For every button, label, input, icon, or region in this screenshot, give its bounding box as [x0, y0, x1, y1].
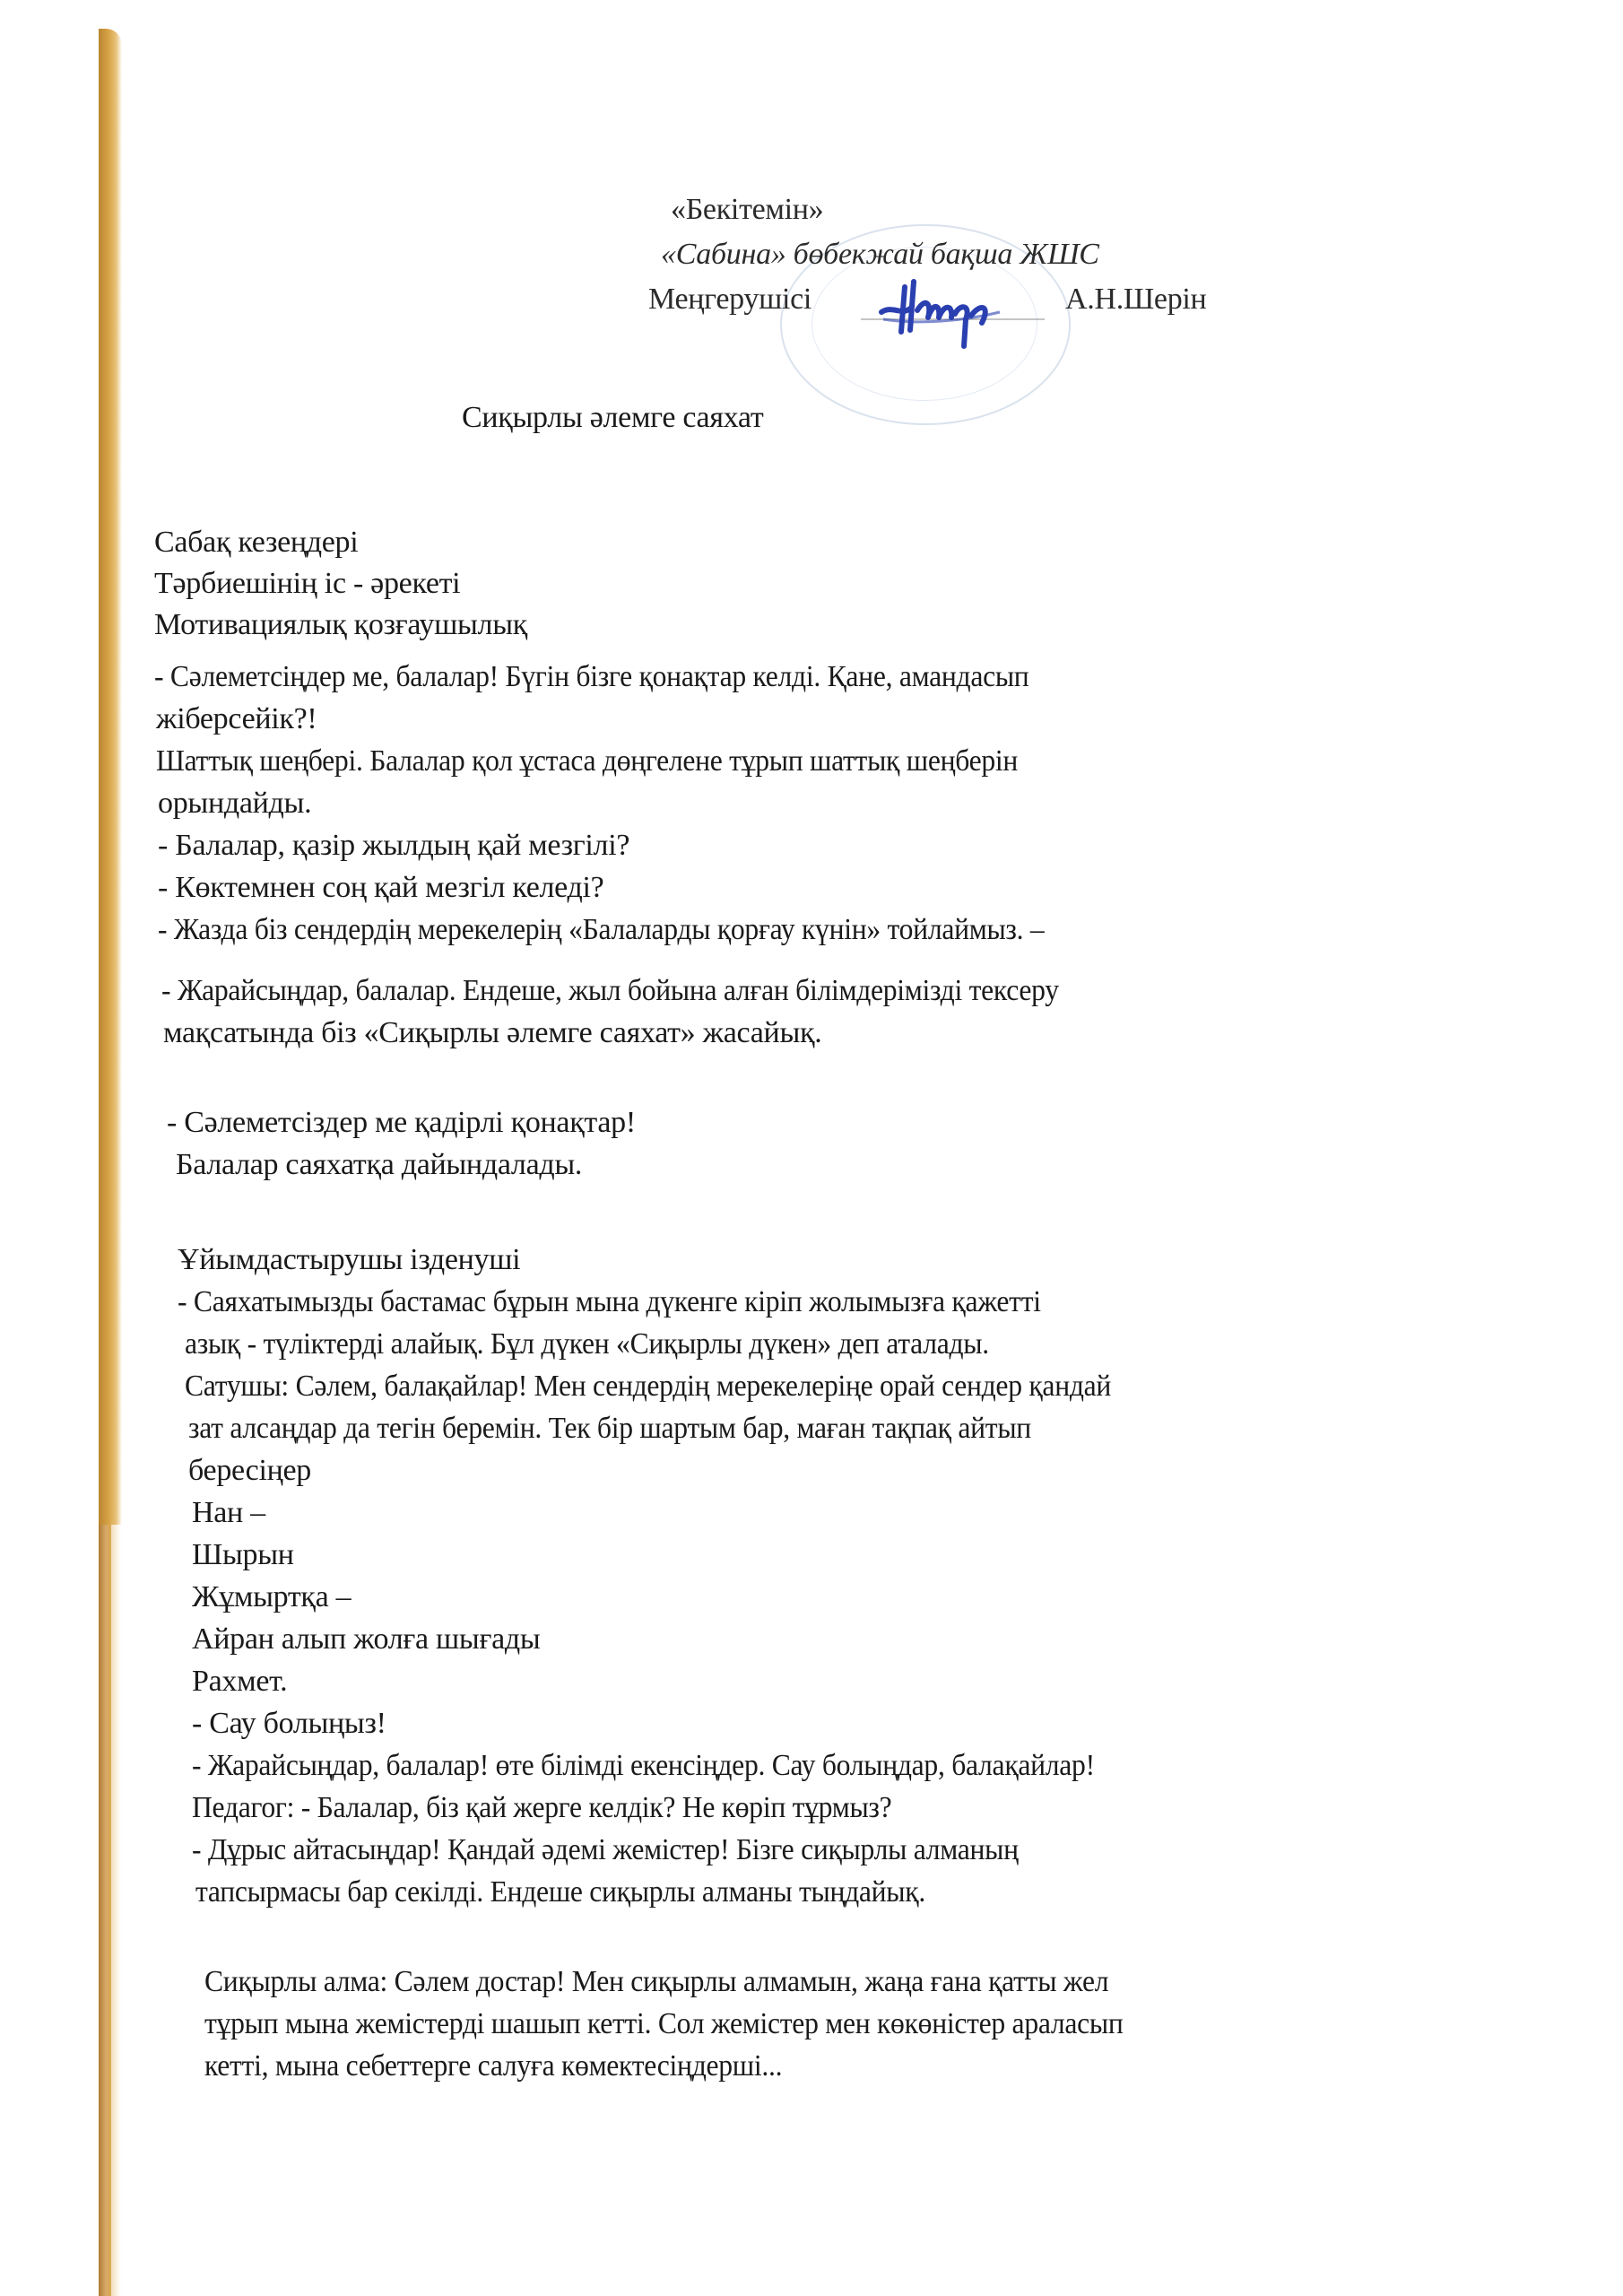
body-line: зат алсаңдар да тегін беремін. Тек бір шартым бар, маған тақпақ айтып [188, 1412, 1031, 1445]
approval-organization: «Сабина» бөбекжай бақша ЖШС [661, 238, 1099, 271]
body-line: мақсатында біз «Сиқырлы әлемге саяхат» жасайық. [163, 1016, 822, 1049]
body-line: Балалар саяхатқа дайындалады. [176, 1148, 583, 1181]
body-line: - Жазда біз сендердің мерекелерің «Балаларды қорғау күнін» тойлаймыз. – [158, 913, 1045, 946]
body-line: - Балалар, қазір жылдың қай мезгілі? [158, 829, 630, 862]
body-line: - Жарайсыңдар, балалар. Ендеше, жыл бойына алған білімдерімізді тексеру [161, 974, 1059, 1007]
body-line: - Сау болыңыз! [192, 1707, 386, 1740]
body-line: - Көктемнен соң қай мезгіл келеді? [158, 871, 604, 904]
body-line: тапсырмасы бар секілді. Ендеше сиқырлы алманы тыңдайық. [195, 1875, 925, 1909]
body-line: Сатушы: Сәлем, балақайлар! Мен сендердің мерекелеріңе орай сендер қандай [185, 1370, 1112, 1403]
section-heading: Мотивациялық қозғаушылық [154, 608, 527, 641]
body-line: бересіңер [188, 1454, 312, 1487]
body-line: - Жарайсыңдар, балалар! өте білімді екенсіңдер. Сау болыңдар, балақайлар! [192, 1749, 1095, 1782]
body-line: Айран алып жолға шығады [192, 1622, 541, 1656]
section-heading: Сабақ кезеңдері [154, 526, 359, 559]
approval-heading: «Бекітемін» [671, 193, 824, 226]
signature-icon [874, 269, 1009, 350]
approval-position-label: Меңгерушісі [648, 283, 812, 316]
body-line: - Саяхатымызды бастамас бұрын мына дүкенге кіріп жолымызға қажетті [178, 1285, 1041, 1318]
body-line: - Сәлеметсіңдер ме, балалар! Бүгін бізге қонақтар келді. Қане, амандасып [154, 660, 1029, 693]
section-heading: Ұйымдастырушы ізденуші [178, 1243, 521, 1276]
section-heading: Тәрбиешінің іс - әрекеті [154, 567, 461, 600]
list-item: Шырын [192, 1538, 294, 1571]
body-line: Рахмет. [192, 1665, 288, 1698]
body-line: орындайды. [158, 787, 312, 820]
list-item: Нан – [192, 1496, 265, 1529]
binding-edge-lower [99, 1525, 111, 2296]
body-line: Шаттық шеңбері. Балалар қол ұстаса дөңгелене тұрып шаттық шеңберін [156, 744, 1019, 778]
body-line: жіберсейік?! [156, 702, 317, 735]
body-line: азық - түліктерді алайық. Бұл дүкен «Сиқырлы дүкен» деп аталады. [185, 1327, 989, 1361]
body-line: кетті, мына себеттерге салуға көмектесіңдерші... [204, 2049, 783, 2083]
body-line: тұрып мына жемістерді шашып кетті. Сол жемістер мен көкөністер араласып [204, 2007, 1124, 2040]
document-title: Сиқырлы әлемге саяхат [462, 401, 764, 434]
approver-name: А.Н.Шерін [1065, 283, 1207, 316]
body-line: Педагог: - Балалар, біз қай жерге келдік? Не көріп тұрмыз? [192, 1791, 892, 1824]
binding-edge-shadow [111, 1525, 124, 2296]
list-item: Жұмыртқа – [192, 1580, 352, 1613]
body-line: - Сәлеметсіздер ме қадірлі қонақтар! [167, 1106, 636, 1139]
body-line: Сиқырлы алма: Сәлем достар! Мен сиқырлы алмамын, жаңа ғана қатты жел [204, 1965, 1109, 1998]
body-line: - Дұрыс айтасыңдар! Қандай әдемі жемістер! Бізге сиқырлы алманың [192, 1833, 1019, 1866]
